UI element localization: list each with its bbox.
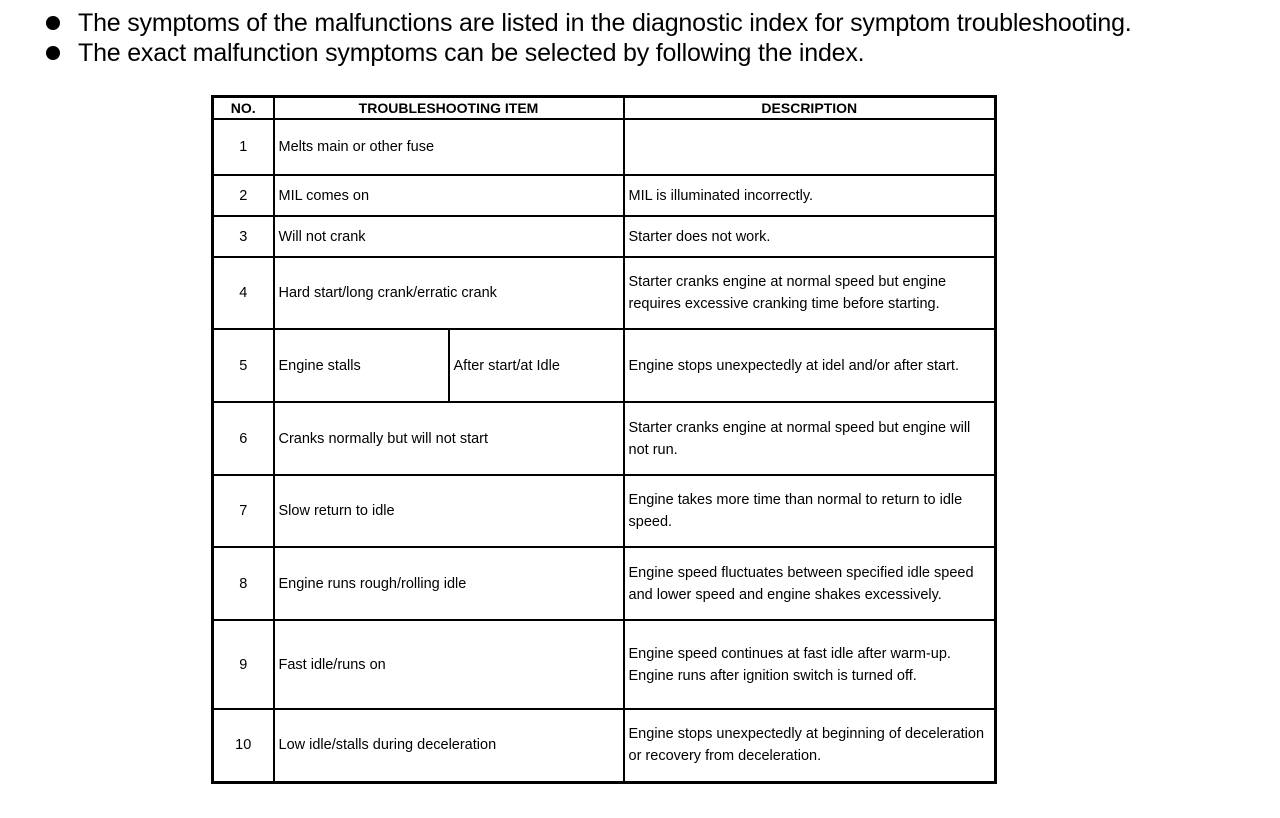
intro-bullet-text: The symptoms of the malfunctions are listed in the diagnostic index for symptom troubleshooting. — [78, 9, 1132, 37]
row-subitem: After start/at Idle — [449, 329, 624, 402]
row-number: 3 — [213, 216, 274, 257]
row-number: 8 — [213, 547, 274, 620]
table-row — [213, 402, 996, 475]
row-item: Cranks normally but will not start — [274, 402, 624, 475]
table-row — [213, 620, 996, 709]
row-item: Will not crank — [274, 216, 624, 257]
row-item: Engine runs rough/rolling idle — [274, 547, 624, 620]
table-row — [213, 257, 996, 329]
row-description: Starter cranks engine at normal speed but engine requires excessive cranking time before starting. — [624, 257, 996, 329]
row-description: Engine stops unexpectedly at idel and/or after start. — [624, 329, 996, 402]
intro-bullet-1 — [46, 8, 1266, 38]
row-item: Low idle/stalls during deceleration — [274, 709, 624, 782]
row-number: 10 — [213, 709, 274, 782]
row-description — [624, 119, 996, 175]
table-header-row — [213, 97, 996, 120]
row-description-line: Engine speed continues at fast idle after warm-up. — [628, 645, 951, 662]
row-item: Engine stalls — [274, 329, 449, 402]
table-row — [213, 547, 996, 620]
row-number: 5 — [213, 329, 274, 402]
row-item: MIL comes on — [274, 175, 624, 216]
row-description: Engine stops unexpectedly at beginning of deceleration or recovery from deceleration. — [624, 709, 996, 782]
row-number: 7 — [213, 475, 274, 547]
header-description: DESCRIPTION — [624, 97, 996, 120]
row-description: MIL is illuminated incorrectly. — [624, 175, 996, 216]
row-number: 9 — [213, 620, 274, 709]
table-row — [213, 119, 996, 175]
row-item: Melts main or other fuse — [274, 119, 624, 175]
row-number: 1 — [213, 119, 274, 175]
table-row — [213, 329, 996, 402]
row-description: Starter cranks engine at normal speed but engine will not run. — [624, 402, 996, 475]
row-number: 6 — [213, 402, 274, 475]
intro-bullet-2 — [46, 38, 1266, 68]
bullet-dot-icon — [46, 46, 60, 60]
row-description: Engine takes more time than normal to return to idle speed. — [624, 475, 996, 547]
header-no: NO. — [213, 97, 274, 120]
row-item: Fast idle/runs on — [274, 620, 624, 709]
row-item: Slow return to idle — [274, 475, 624, 547]
row-description-line: Engine runs after ignition switch is turned off. — [628, 667, 917, 684]
troubleshooting-table — [211, 95, 997, 784]
table-row — [213, 475, 996, 547]
row-number: 4 — [213, 257, 274, 329]
row-description — [624, 620, 996, 709]
table-row — [213, 216, 996, 257]
row-description: Starter does not work. — [624, 216, 996, 257]
header-troubleshooting-item: TROUBLESHOOTING ITEM — [274, 97, 624, 120]
intro-bullets — [46, 8, 1266, 68]
table-row — [213, 709, 996, 782]
row-item: Hard start/long crank/erratic crank — [274, 257, 624, 329]
bullet-dot-icon — [46, 16, 60, 30]
row-description: Engine speed fluctuates between specified idle speed and lower speed and engine shakes excessively. — [624, 547, 996, 620]
row-number: 2 — [213, 175, 274, 216]
table-row — [213, 175, 996, 216]
intro-bullet-text: The exact malfunction symptoms can be selected by following the index. — [78, 39, 865, 67]
